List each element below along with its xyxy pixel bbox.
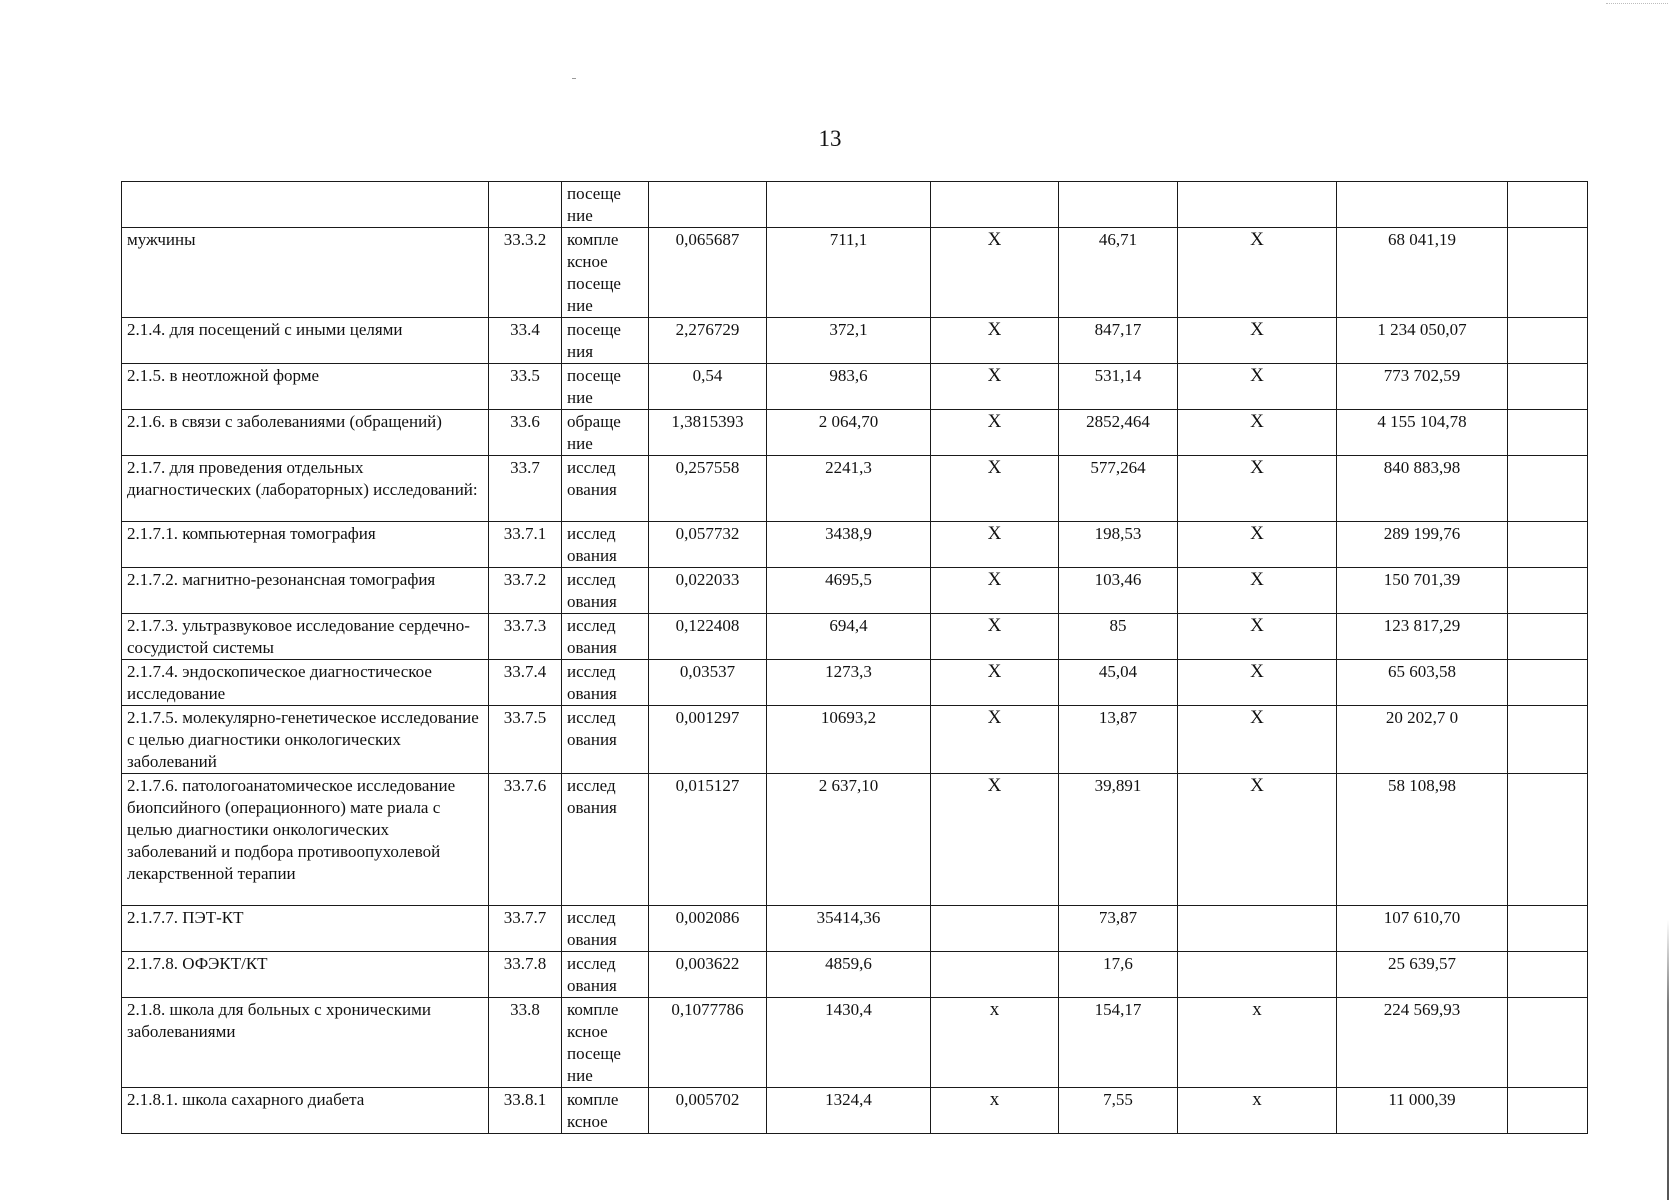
row-amount: 13,87 [1059,706,1178,774]
row-extra-cell [1508,706,1588,774]
row-mark-1 [931,182,1059,228]
data-table [121,181,1588,1134]
row-unit: исслед ования [562,456,649,522]
row-total: 11 000,39 [1337,1088,1508,1134]
row-extra-cell [1508,952,1588,998]
row-unit: посеще ния [562,318,649,364]
row-mark-1: x [931,1088,1059,1134]
row-extra-cell [1508,182,1588,228]
row-cost: 4859,6 [767,952,931,998]
row-extra-cell [1508,1088,1588,1134]
row-extra-cell [1508,522,1588,568]
row-norm: 0,002086 [649,906,767,952]
row-cost [767,182,931,228]
row-name: 2.1.7.7. ПЭТ-КТ [122,906,489,952]
row-mark-1: X [931,456,1059,522]
row-extra-cell [1508,614,1588,660]
table-row [122,182,1588,228]
page-number: 13 [818,126,842,151]
row-code: 33.7 [489,456,562,522]
row-amount: 46,71 [1059,228,1178,318]
row-mark-2: X [1178,614,1337,660]
row-code: 33.7.3 [489,614,562,660]
row-total: 1 234 050,07 [1337,318,1508,364]
row-extra-cell [1508,228,1588,318]
row-mark-2: X [1178,318,1337,364]
row-unit: посеще ние [562,182,649,228]
row-mark-2: x [1178,998,1337,1088]
row-cost: 2 064,70 [767,410,931,456]
table-row [122,1088,1588,1134]
row-mark-2: X [1178,660,1337,706]
table-row [122,998,1588,1088]
row-cost: 983,6 [767,364,931,410]
row-mark-2: X [1178,522,1337,568]
row-total: 58 108,98 [1337,774,1508,906]
row-mark-2: X [1178,706,1337,774]
row-norm: 0,54 [649,364,767,410]
row-norm: 0,015127 [649,774,767,906]
row-mark-2 [1178,952,1337,998]
table-row [122,706,1588,774]
row-norm: 0,1077786 [649,998,767,1088]
row-code: 33.8 [489,998,562,1088]
row-unit: обраще ние [562,410,649,456]
row-norm: 0,057732 [649,522,767,568]
table-row [122,660,1588,706]
row-unit: исслед ования [562,774,649,906]
row-code: 33.6 [489,410,562,456]
row-mark-1 [931,952,1059,998]
row-total: 20 202,7 0 [1337,706,1508,774]
row-mark-2: X [1178,568,1337,614]
row-mark-1: X [931,774,1059,906]
table-body [122,182,1588,1134]
row-mark-2 [1178,182,1337,228]
row-amount: 154,17 [1059,998,1178,1088]
row-norm: 0,257558 [649,456,767,522]
row-total: 68 041,19 [1337,228,1508,318]
row-mark-1: X [931,228,1059,318]
row-code: 33.7.5 [489,706,562,774]
table-row [122,456,1588,522]
scan-corner-mark [1606,0,1668,4]
row-name: 2.1.7.2. магнитно-резонансная томография [122,568,489,614]
row-norm: 0,022033 [649,568,767,614]
row-amount: 85 [1059,614,1178,660]
row-name: 2.1.5. в неотложной форме [122,364,489,410]
row-extra-cell [1508,774,1588,906]
row-unit: исслед ования [562,568,649,614]
row-mark-1: X [931,318,1059,364]
row-cost: 35414,36 [767,906,931,952]
row-mark-2: x [1178,1088,1337,1134]
table-row [122,614,1588,660]
row-mark-1: x [931,998,1059,1088]
row-mark-1: X [931,522,1059,568]
row-amount: 73,87 [1059,906,1178,952]
table-row [122,906,1588,952]
row-name: 2.1.7.4. эндоскопическое диагностическое исследование [122,660,489,706]
row-code: 33.8.1 [489,1088,562,1134]
row-total: 4 155 104,78 [1337,410,1508,456]
row-total: 150 701,39 [1337,568,1508,614]
row-unit: исслед ования [562,906,649,952]
row-unit: компле ксное [562,1088,649,1134]
row-amount: 577,264 [1059,456,1178,522]
row-name: 2.1.7.6. патологоанатомическое исследование биопсийного (операционного) мате риала с целью диагностики онкологических заболеваний и подбора противоопухолевой лекарственной терапии [122,774,489,906]
row-mark-2 [1178,906,1337,952]
row-mark-1: X [931,568,1059,614]
row-unit: компле ксное посеще ние [562,228,649,318]
row-norm: 0,122408 [649,614,767,660]
table-row [122,228,1588,318]
row-cost: 1430,4 [767,998,931,1088]
row-mark-1 [931,906,1059,952]
row-mark-1: X [931,614,1059,660]
row-code: 33.7.6 [489,774,562,906]
row-mark-2: X [1178,774,1337,906]
row-norm: 0,03537 [649,660,767,706]
table-row [122,952,1588,998]
row-name: 2.1.8.1. школа сахарного диабета [122,1088,489,1134]
row-amount: 45,04 [1059,660,1178,706]
row-name: 2.1.7.5. молекулярно-генетическое исследование с целью диагностики онкологических заболеваний [122,706,489,774]
row-total: 773 702,59 [1337,364,1508,410]
row-amount: 198,53 [1059,522,1178,568]
row-mark-2: X [1178,228,1337,318]
row-unit: исслед ования [562,614,649,660]
row-norm [649,182,767,228]
row-extra-cell [1508,568,1588,614]
row-norm: 0,001297 [649,706,767,774]
row-total: 107 610,70 [1337,906,1508,952]
row-amount: 7,55 [1059,1088,1178,1134]
scan-edge-line [1667,920,1669,1200]
row-total: 65 603,58 [1337,660,1508,706]
row-norm: 2,276729 [649,318,767,364]
row-name: 2.1.8. школа для больных с хроническими заболеваниями [122,998,489,1088]
row-code: 33.5 [489,364,562,410]
row-mark-1: X [931,660,1059,706]
row-mark-1: X [931,364,1059,410]
row-mark-2: X [1178,410,1337,456]
row-amount: 531,14 [1059,364,1178,410]
row-name: мужчины [122,228,489,318]
row-name: 2.1.4. для посещений с иными целями [122,318,489,364]
row-amount: 2852,464 [1059,410,1178,456]
row-name: 2.1.6. в связи с заболеваниями (обращений) [122,410,489,456]
row-extra-cell [1508,660,1588,706]
row-code: 33.7.4 [489,660,562,706]
row-cost: 2241,3 [767,456,931,522]
row-code [489,182,562,228]
row-cost: 2 637,10 [767,774,931,906]
table-row [122,318,1588,364]
row-name: 2.1.7.1. компьютерная томография [122,522,489,568]
row-cost: 1324,4 [767,1088,931,1134]
row-code: 33.7.7 [489,906,562,952]
row-total: 25 639,57 [1337,952,1508,998]
row-code: 33.7.8 [489,952,562,998]
row-amount: 103,46 [1059,568,1178,614]
row-norm: 0,005702 [649,1088,767,1134]
row-mark-1: X [931,706,1059,774]
row-extra-cell [1508,364,1588,410]
table-row [122,364,1588,410]
row-code: 33.3.2 [489,228,562,318]
row-amount: 39,891 [1059,774,1178,906]
row-mark-2: X [1178,456,1337,522]
row-cost: 1273,3 [767,660,931,706]
row-total: 123 817,29 [1337,614,1508,660]
row-extra-cell [1508,998,1588,1088]
scan-dot [572,78,576,79]
row-extra-cell [1508,906,1588,952]
row-unit: посеще ние [562,364,649,410]
row-cost: 4695,5 [767,568,931,614]
row-name: 2.1.7.3. ультразвуковое исследование сердечно-сосудистой системы [122,614,489,660]
row-unit: исслед ования [562,706,649,774]
row-total: 289 199,76 [1337,522,1508,568]
row-mark-2: X [1178,364,1337,410]
row-cost: 372,1 [767,318,931,364]
row-code: 33.7.1 [489,522,562,568]
row-extra-cell [1508,456,1588,522]
row-name [122,182,489,228]
row-cost: 10693,2 [767,706,931,774]
row-total: 224 569,93 [1337,998,1508,1088]
row-name: 2.1.7.8. ОФЭКТ/КТ [122,952,489,998]
row-total: 840 883,98 [1337,456,1508,522]
row-cost: 711,1 [767,228,931,318]
row-norm: 0,065687 [649,228,767,318]
table-row [122,568,1588,614]
row-cost: 694,4 [767,614,931,660]
row-unit: исслед ования [562,952,649,998]
table-row [122,774,1588,906]
row-unit: компле ксное посеще ние [562,998,649,1088]
row-unit: исслед ования [562,522,649,568]
row-extra-cell [1508,410,1588,456]
row-code: 33.4 [489,318,562,364]
row-name: 2.1.7. для проведения отдельных диагностических (лабораторных) исследований: [122,456,489,522]
row-amount: 17,6 [1059,952,1178,998]
table-row [122,522,1588,568]
row-code: 33.7.2 [489,568,562,614]
row-amount: 847,17 [1059,318,1178,364]
row-total [1337,182,1508,228]
row-unit: исслед ования [562,660,649,706]
table-row [122,410,1588,456]
row-amount [1059,182,1178,228]
row-mark-1: X [931,410,1059,456]
row-cost: 3438,9 [767,522,931,568]
row-norm: 0,003622 [649,952,767,998]
row-norm: 1,3815393 [649,410,767,456]
row-extra-cell [1508,318,1588,364]
